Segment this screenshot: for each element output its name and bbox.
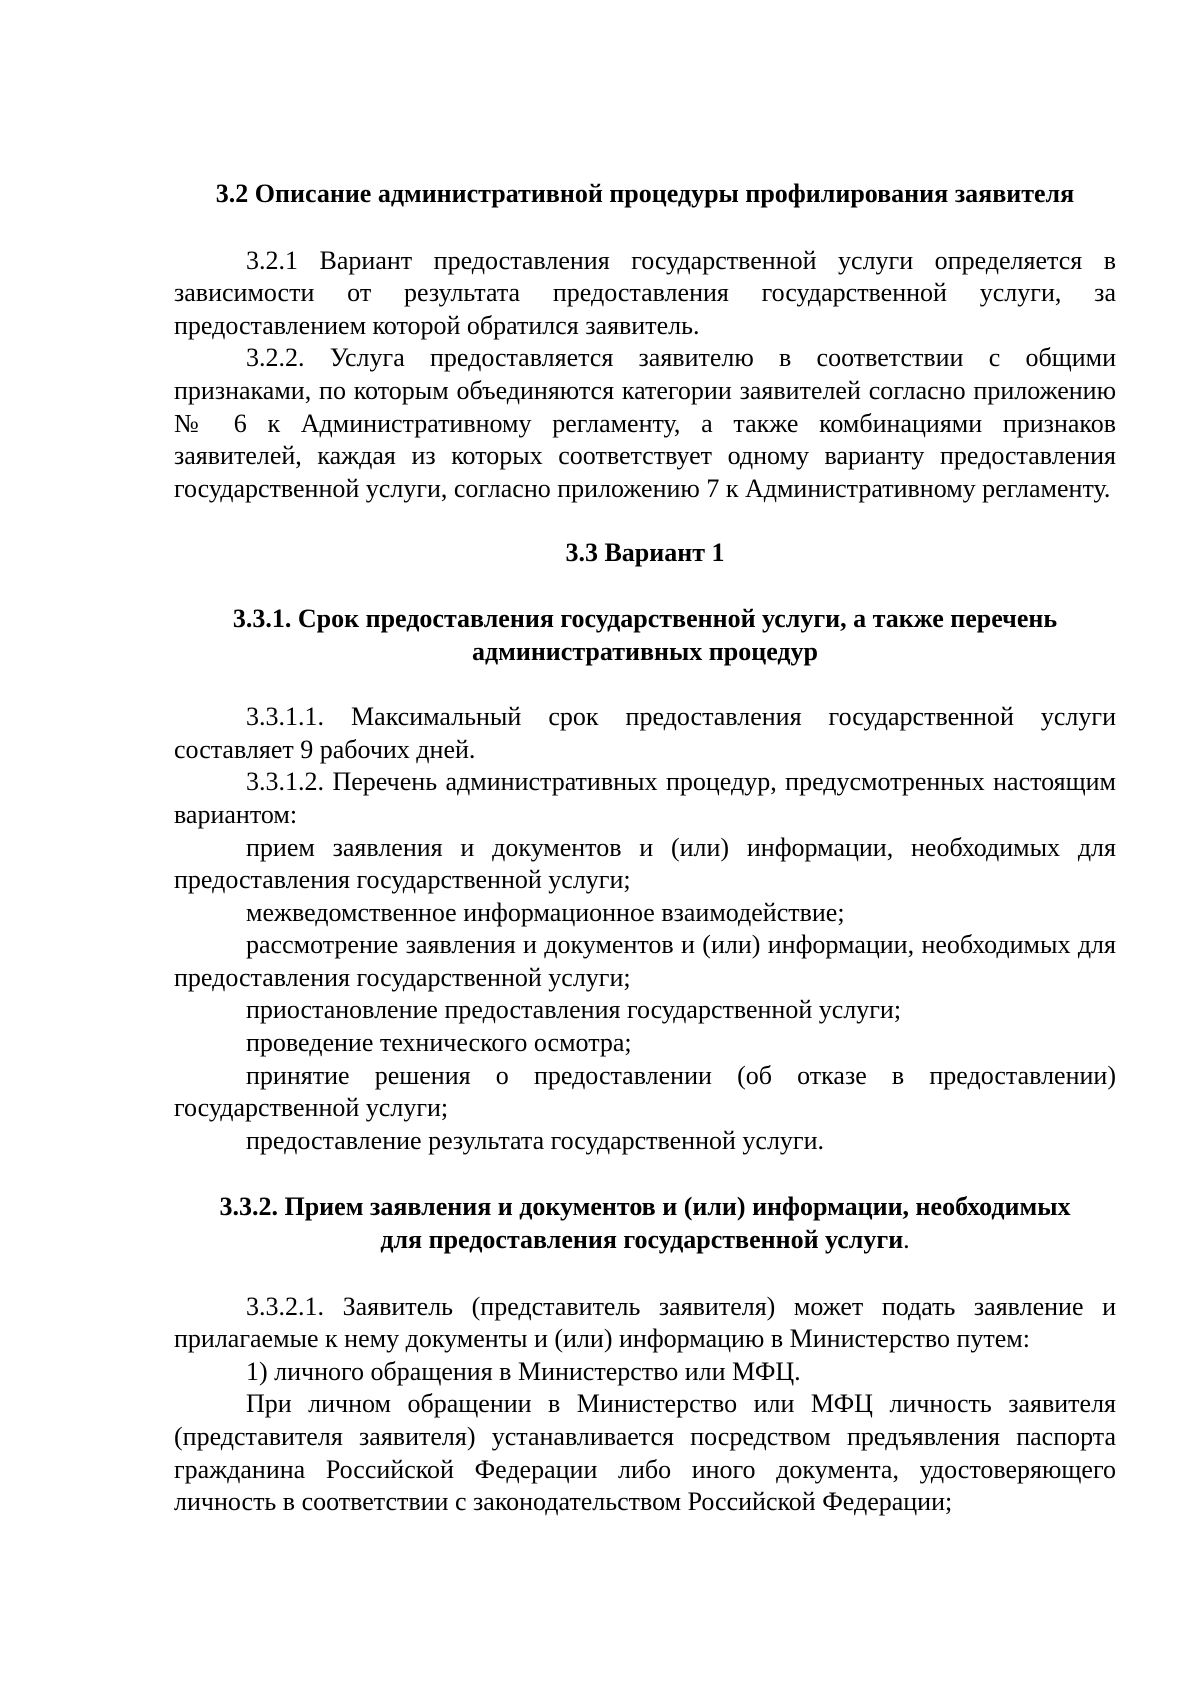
section-3-3-1-heading-line1: 3.3.1. Срок предоставления государственной услуги, а также перечень [232,603,1058,633]
procedure-item: проведение технического осмотра; [246,1028,632,1058]
procedure-item: межведомственное информационное взаимодействие; [246,897,845,927]
section-3-3-2-heading-line1: 3.3.2. Прием заявления и документов и (или) информации, необходимых [219,1192,1071,1222]
section-3-3-2-heading-end: . [903,1225,910,1255]
procedure-item: приостановление предоставления государственной услуги; [246,995,902,1025]
section-3-3-heading: 3.3 Вариант 1 [565,538,725,568]
paragraph-3-2-1: 3.2.1 Вариант предоставления государственной услуги определяется в зависимости от результата предоставления государственной услуги, за предоставлением которой обратился заявитель. [174,245,1116,340]
procedure-item: рассмотрение заявления и документов и (или) информации, необходимых для предоставления государственной услуги; [174,930,1116,992]
section-3-3-2-heading-line2-wrap [174,1224,1116,1257]
paragraph-3-2-2: 3.2.2. Услуга предоставляется заявителю в соответствии с общими признаками, по которым объединяются категории заявителей согласно приложению № 6 к Административному регламенту, а также комбинациями признаков заявителей, каждая из которых соответствует одному варианту предоставления государственной услуги, согласно приложению 7 к Административному регламенту. [174,343,1116,503]
section-3-2-heading: 3.2 Описание административной процедуры профилирования заявителя [215,179,1075,208]
paragraph-3-3-2-item-1: 1) личного обращения в Министерство или МФЦ. [246,1356,801,1386]
procedure-item: принятие решения о предоставлении (об отказе в предоставлении) государственной услуги; [174,1060,1116,1123]
section-3-3-1-heading-line2: административных процедур [471,636,819,666]
section-3-3-2-heading-line2: для предоставления государственной услуги [380,1225,904,1255]
paragraph-3-3-1-2: 3.3.1.2. Перечень административных процедур, предусмотренных настоящим вариантом: [174,767,1116,829]
paragraph-3-3-2-identity: При личном обращении в Министерство или МФЦ личность заявителя (представителя заявителя) устанавливается посредством предъявления паспорта гражданина Российской Федерации либо иного документа, удостоверяющего личность в соответствии с законодательством Российской Федерации; [174,1389,1116,1517]
section-3-3-2-heading [174,1191,1116,1256]
paragraph-3-3-1-1: 3.3.1.1. Максимальный срок предоставления государственной услуги составляет 9 рабочих дней. [174,702,1116,764]
procedure-item: прием заявления и документов и (или) информации, необходимых для предоставления государственной услуги; [174,832,1116,895]
document-page [174,178,1116,1519]
section-3-3-1-heading [174,603,1116,668]
paragraph-3-3-2-1: 3.3.2.1. Заявитель (представитель заявителя) может подать заявление и прилагаемые к нему документы и (или) информацию в Министерство путем: [174,1291,1116,1354]
procedure-item: предоставление результата государственной услуги. [246,1125,825,1155]
